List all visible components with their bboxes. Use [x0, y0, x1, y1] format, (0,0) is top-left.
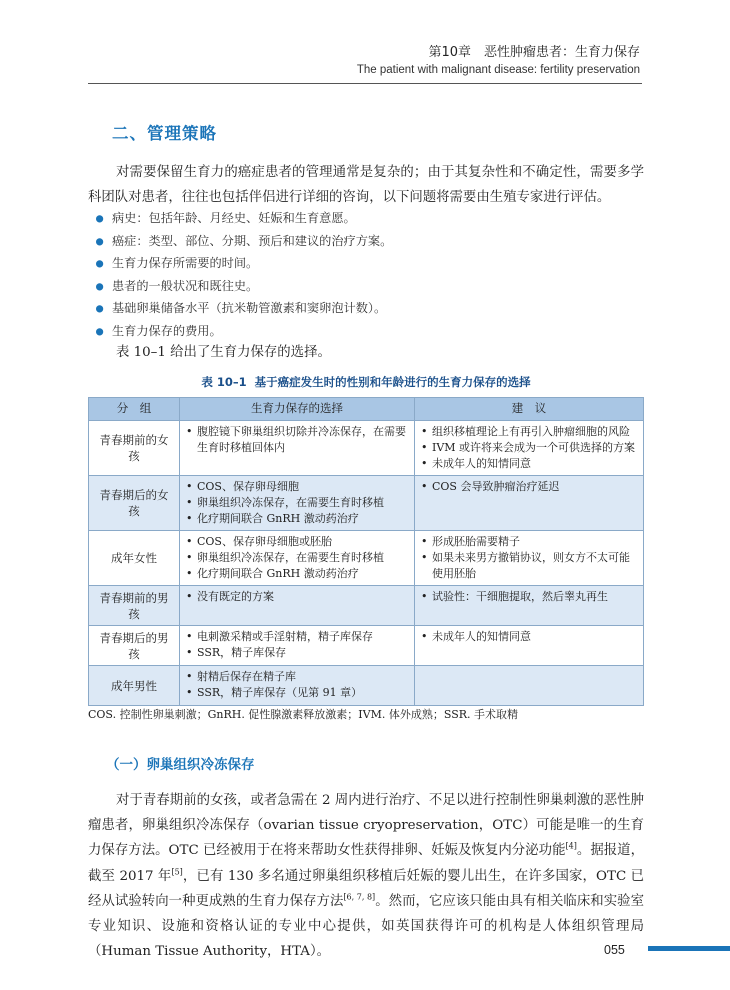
citation-ref: [5] [171, 867, 183, 877]
advice-cell [415, 666, 644, 706]
subsection-heading: （一）卵巢组织冷冻保存 [106, 757, 255, 773]
table-header-row [89, 398, 644, 421]
table-reference: 表 10–1 给出了生育力保存的选择。 [116, 345, 331, 360]
table-row [89, 666, 644, 706]
table-caption-number: 表 10–1 [201, 375, 247, 389]
advice-cell: • 形成胚胎需要精子 • 如果未来男方撤销协议，则女方不太可能使用胚胎 [415, 531, 644, 586]
group-cell: 成年女性 [89, 531, 180, 586]
chapter-title-zh: 第10章 恶性肿瘤患者：生育力保存 [428, 45, 640, 60]
running-header [357, 44, 640, 78]
body-paragraph: 对于青春期前的女孩，或者急需在 2 周内进行治疗、不足以进行控制性卵巢刺激的恶性肿瘤患者，卵巢组织冷冻保存（ovarian tissue cryopreservation，OTC）可能是唯一的生育力保存方法。OTC 已经被用于在将来帮助女性获得排卵、妊娠及恢复内分泌功能[4]。据报道，截至 2017 年[5]，已有 130 多名通过卵巢组织移植后妊娠的婴儿出生，在许多国家，OTC 已经从试验转向一种更成熟的生育力保存方法[6, 7, 8]。然而，它应该只能由具有相关临床和实验室专业知识、设施和资格认证的专业中心提供，如英国获得许可的机构是人体组织管理局（Human Tissue Authority，HTA）。 [88, 793, 645, 960]
page-number: 055 [604, 943, 625, 957]
table-row [89, 531, 644, 586]
list-item: ● 病史：包括年龄、月经史、妊娠和生育意愿。 [96, 207, 636, 230]
group-cell: 青春期后的女孩 [89, 476, 180, 531]
citation-ref: [4] [565, 841, 577, 851]
page-number-bar [648, 946, 730, 951]
table-caption [88, 374, 644, 390]
group-cell: 成年男性 [89, 666, 180, 706]
bullet-icon: ● [96, 278, 104, 293]
list-item: ● 生育力保存所需要的时间。 [96, 252, 636, 275]
advice-cell: • 组织移植理论上有再引入肿瘤细胞的风险 • IVM 或许将来会成为一个可供选择的方案 • 未成年人的知情同意 [415, 421, 644, 476]
assessment-list [96, 207, 636, 343]
bullet-icon: ● [96, 323, 104, 338]
list-item: ● 癌症：类型、部位、分期、预后和建议的治疗方案。 [96, 230, 636, 253]
fertility-options-table [88, 397, 644, 706]
table-footnote: COS. 控制性卵巢刺激；GnRH. 促性腺激素释放激素；IVM. 体外成熟；SSR. 手术取精 [88, 708, 519, 721]
options-cell: • COS、保存卵母细胞或胚胎 • 卵巢组织冷冻保存，在需要生育时移植 • 化疗期间联合 GnRH 激动药治疗 [180, 531, 415, 586]
list-item: ● 基础卵巢储备水平（抗米勒管激素和窦卵泡计数）。 [96, 297, 636, 320]
options-cell: • 腹腔镜下卵巢组织切除并冷冻保存，在需要生育时移植回体内 [180, 421, 415, 476]
table-row [89, 421, 644, 476]
chapter-title-en: The patient with malignant disease: fertility preservation [356, 64, 640, 76]
table-row [89, 476, 644, 531]
col-header-options: 生育力保存的选择 [180, 398, 415, 421]
list-item: ● 患者的一般状况和既往史。 [96, 275, 636, 298]
advice-cell: • COS 会导致肿瘤治疗延迟 [415, 476, 644, 531]
options-cell: • 没有既定的方案 [180, 586, 415, 626]
options-cell: • 射精后保存在精子库 • SSR，精子库保存（见第 91 章） [180, 666, 415, 706]
table-row [89, 626, 644, 666]
options-cell: • COS、保存卵母细胞 • 卵巢组织冷冻保存，在需要生育时移植 • 化疗期间联合 GnRH 激动药治疗 [180, 476, 415, 531]
group-cell: 青春期后的男孩 [89, 626, 180, 666]
section-heading: 二、管理策略 [112, 124, 217, 143]
advice-cell: • 未成年人的知情同意 [415, 626, 644, 666]
options-cell: • 电刺激采精或手淫射精，精子库保存 • SSR，精子库保存 [180, 626, 415, 666]
citation-ref: [6, 7, 8] [343, 892, 376, 902]
table-row [89, 586, 644, 626]
group-cell: 青春期前的男孩 [89, 586, 180, 626]
group-cell: 青春期前的女孩 [89, 421, 180, 476]
table-caption-text: 基于癌症发生时的性别和年龄进行的生育力保存的选择 [254, 375, 531, 389]
intro-paragraph: 对需要保留生育力的癌症患者的管理通常是复杂的；由于其复杂性和不确定性，需要多学科团队对患者，往往也包括伴侣进行详细的咨询，以下问题将需要由生殖专家进行评估。 [88, 165, 644, 205]
list-item: ● 生育力保存的费用。 [96, 320, 636, 343]
advice-cell: • 试验性：干细胞提取，然后睾丸再生 [415, 586, 644, 626]
bullet-icon: ● [96, 256, 104, 271]
col-header-advice: 建 议 [415, 398, 644, 421]
header-rule [88, 83, 642, 84]
bullet-icon: ● [96, 301, 104, 316]
col-header-group: 分 组 [89, 398, 180, 421]
bullet-icon: ● [96, 233, 104, 248]
bullet-icon: ● [96, 211, 104, 225]
